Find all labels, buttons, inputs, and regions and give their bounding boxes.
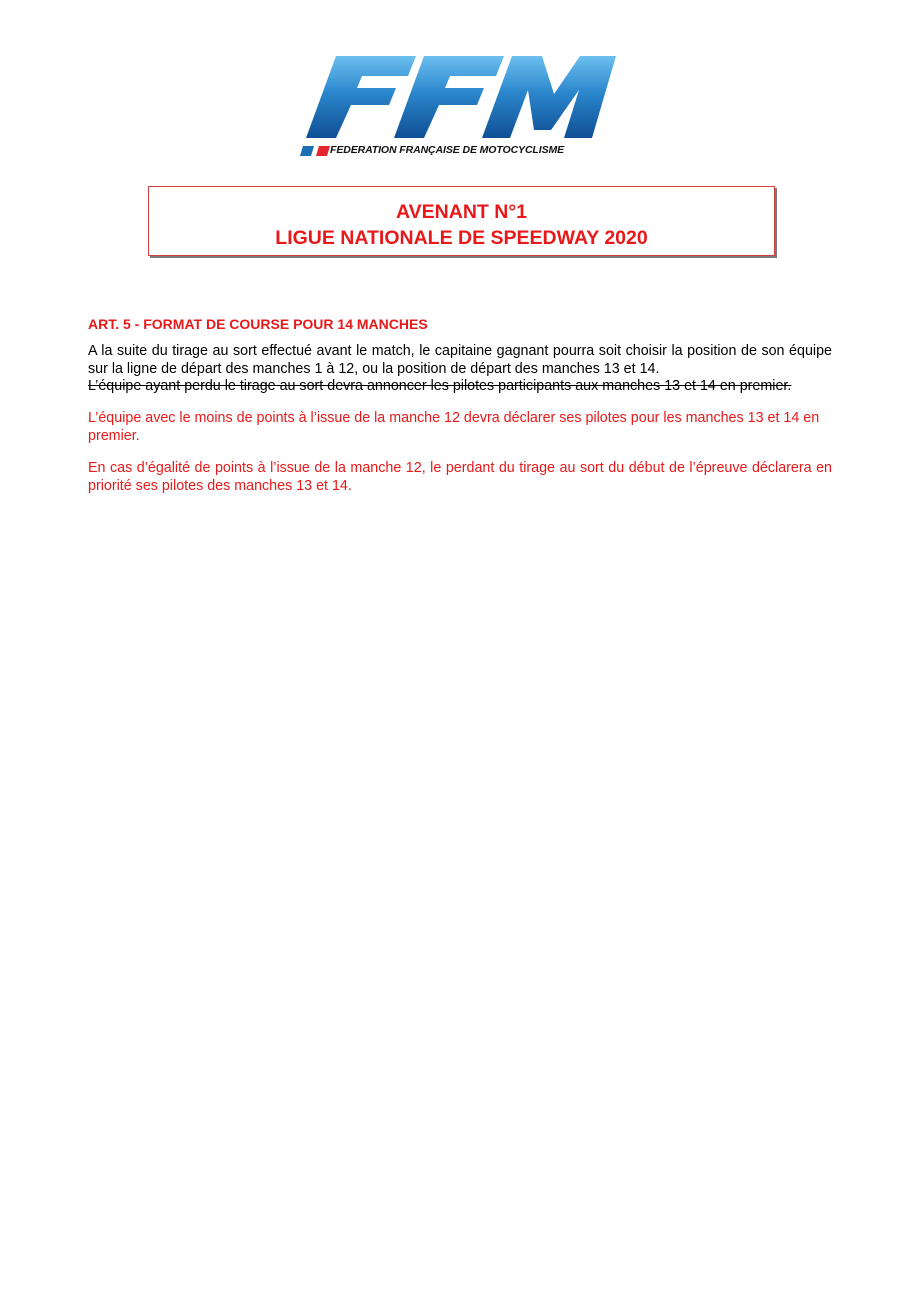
article-heading: ART. 5 - FORMAT DE COURSE POUR 14 MANCHES <box>88 316 428 332</box>
article-paragraph-1 <box>88 343 832 396</box>
paragraph-1-text: A la suite du tirage au sort effectué avant le match, le capitaine gagnant pourra soit choisir la position de son équipe sur la ligne de départ des manches 1 à 12, ou la position de départ des manches 13 et 14. <box>88 343 832 377</box>
document-title-line2: LIGUE NATIONALE DE SPEEDWAY 2020 <box>275 227 648 249</box>
flag-bars-icon <box>300 145 334 157</box>
ffm-logo-letters <box>296 50 626 142</box>
title-box <box>148 186 775 256</box>
article-paragraph-3: En cas d’égalité de points à l’issue de la manche 12, le perdant du tirage au sort du début de l’épreuve déclarera en priorité ses pilotes des manches 13 et 14. <box>88 460 832 494</box>
logo-tagline: FEDERATION FRANÇAISE DE MOTOCYCLISME <box>330 144 565 156</box>
document-title-line1: AVENANT N°1 <box>396 201 527 223</box>
article-paragraph-2: L’équipe avec le moins de points à l’issue de la manche 12 devra déclarer ses pilotes pour les manches 13 et 14 en premier. <box>88 410 820 444</box>
ffm-logo <box>296 50 626 162</box>
struck-text: L’équipe ayant perdu le tirage au sort devra annoncer les pilotes participants aux manches 13 et 14 en premier. <box>88 378 792 394</box>
